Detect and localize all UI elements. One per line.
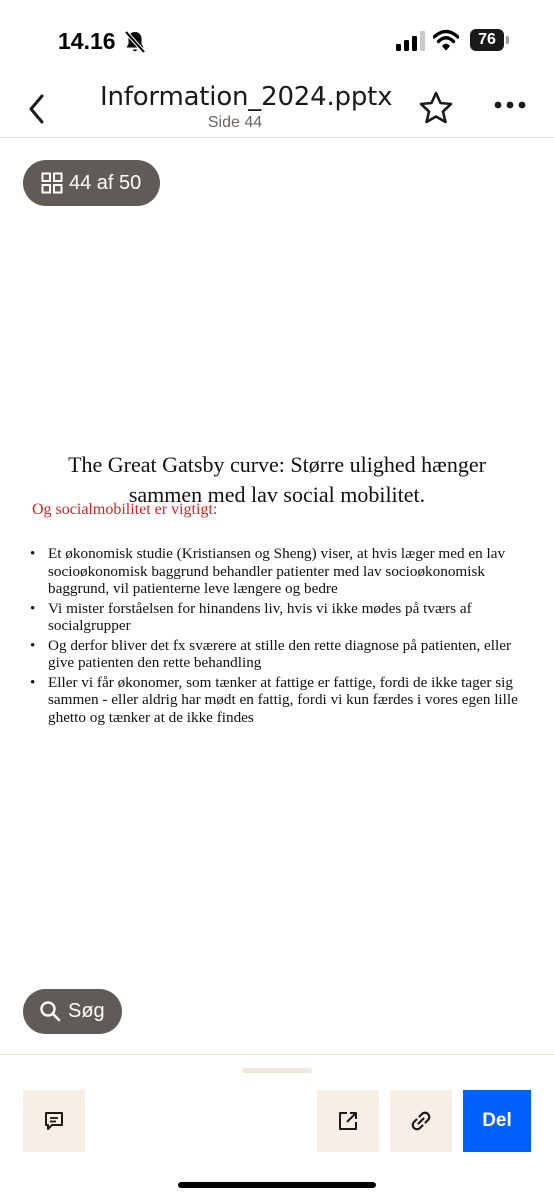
battery-level: 76 [478,31,496,48]
search-button[interactable] [23,989,122,1034]
more-icon[interactable] [494,98,526,112]
open-external-button[interactable] [317,1090,379,1152]
battery-icon [470,29,510,51]
page-indicator-button[interactable] [23,160,160,206]
drag-handle[interactable] [242,1068,312,1073]
grid-icon [41,172,63,194]
bullet-marker: • [30,599,36,617]
page-subtitle: Side 44 [207,114,263,131]
status-bar [0,0,554,80]
open-external-icon [336,1109,360,1133]
comment-button[interactable] [23,1090,85,1152]
list-item [30,674,530,727]
chevron-left-icon[interactable] [18,84,58,128]
page-indicator-label: 44 af 50 [69,172,142,194]
comment-icon [42,1109,66,1133]
bullet-text: Og derfor bliver det fx sværere at stille den rette diagnose på patienten, eller give patienten den rette behandling [48,636,512,671]
share-button[interactable]: Del [463,1090,531,1152]
list-item [30,637,530,672]
copy-link-button[interactable] [390,1090,452,1152]
status-time: 14.16 [58,28,116,54]
search-icon [39,1000,61,1022]
file-title: Information_2024.pptx [100,82,393,112]
bullet-marker: • [30,673,36,691]
header [0,80,554,138]
bullet-text: Vi mister forståelsen for hinandens liv, hvis vi ikke mødes på tværs af socialgrupper [48,599,472,634]
bullet-marker: • [30,545,36,562]
bullet-text: Et økonomisk studie (Kristiansen og Sheng) viser, at hvis læger med en lav socioøkonomisk baggrund behandler patienter med lav socioøkonomisk baggrund, vil patienterne leve længere og bedre [48,545,506,597]
bell-slash-icon [124,30,146,54]
bullet-text: Eller vi får økonomer, som tænker at fattige er fattige, fordi de ikke tager sig sammen - eller aldrig har mødt en fattig, fordi vi kun færdes i vores egen lille ghetto og tænker at de ikke findes [48,673,518,726]
slide-bullet-list [30,545,530,728]
list-item [30,545,530,598]
slide-subtitle: Og socialmobilitet er vigtigt: [32,501,218,518]
home-indicator [178,1182,376,1188]
wifi-icon [433,29,459,51]
link-icon [409,1109,433,1133]
star-icon[interactable] [418,90,454,126]
slide-title: The Great Gatsby curve: Større ulighed hænger sammen med lav social mobilitet. [68,452,486,507]
toolbar-divider [0,1054,554,1055]
list-item [30,600,530,635]
bullet-marker: • [30,636,36,654]
cellular-signal-icon [396,31,426,51]
search-label: Søg [68,1000,105,1022]
